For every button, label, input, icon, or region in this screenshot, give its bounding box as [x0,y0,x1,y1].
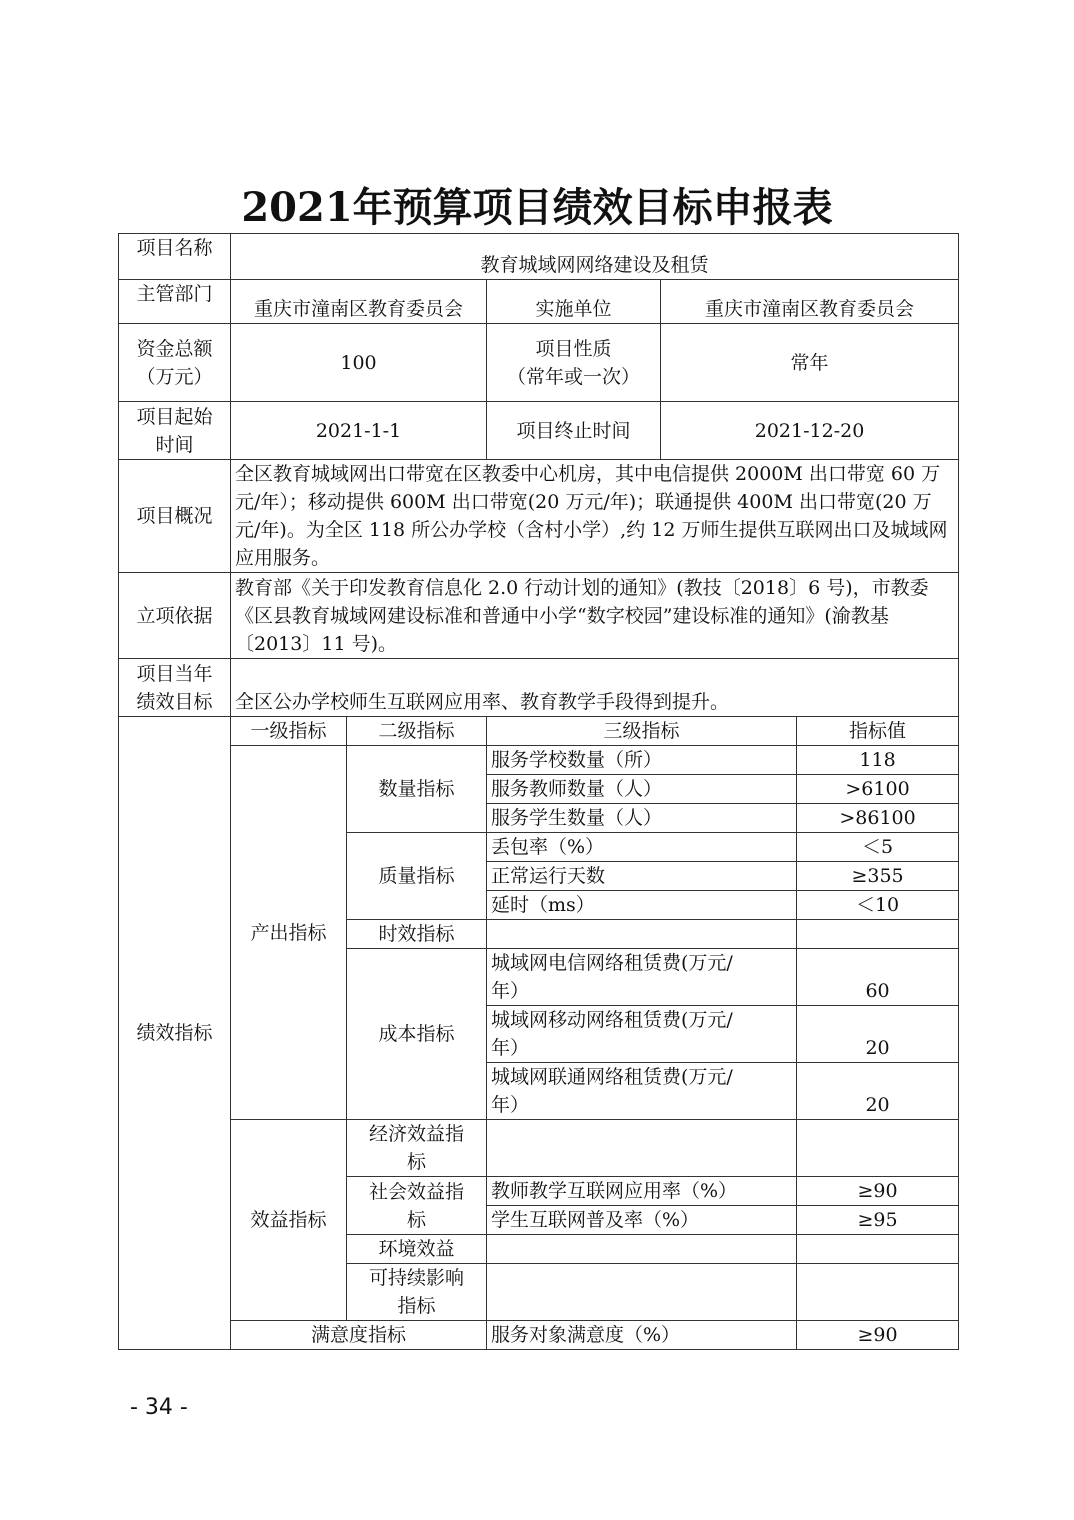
environment-indicator-label: 环境效益 [347,1235,487,1264]
start-label: 项目起始 时间 [119,402,231,460]
sustain-indicator-label: 可持续影响 指标 [347,1264,487,1321]
satisfaction-indicator-label: 满意度指标 [231,1321,487,1350]
timeliness-indicator-label: 时效指标 [347,920,487,949]
impl-value: 重庆市潼南区教育委员会 [661,280,959,324]
table-row [119,746,959,775]
sustain-item-value [797,1264,959,1321]
environment-item-value [797,1235,959,1264]
row-basis [119,573,959,659]
basis-value: 教育部《关于印发教育信息化 2.0 行动计划的通知》(教技〔2018〕6 号)，市教委《区县教育城域网建设标准和普通中小学“数字校园”建设标准的通知》(渝教基〔2013〕11 号)。 [231,573,959,659]
header-value: 指标值 [797,717,959,746]
funds-label: 资金总额 （万元） [119,324,231,402]
quantity-item-name: 服务教师数量（人） [487,775,797,804]
economic-indicator-label: 经济效益指 标 [347,1120,487,1177]
header-level1: 一级指标 [231,717,347,746]
row-funds [119,324,959,402]
quantity-item-value: 118 [797,746,959,775]
cost-item-value: 20 [797,1006,959,1063]
row-goal [119,659,959,717]
satisfaction-item-value: ≥90 [797,1321,959,1350]
quality-item-value: ≥355 [797,862,959,891]
quality-indicator-label: 质量指标 [347,833,487,920]
output-indicator-label: 产出指标 [231,746,347,1120]
economic-item-value [797,1120,959,1177]
cost-indicator-label: 成本指标 [347,949,487,1120]
page-number: - 34 - [130,1395,188,1420]
funds-value: 100 [231,324,487,402]
end-value: 2021-12-20 [661,402,959,460]
cost-item-name: 城域网联通网络租赁费(万元/ 年） [487,1063,797,1120]
row-project-name [119,234,959,280]
impl-label: 实施单位 [487,280,661,324]
start-value: 2021-1-1 [231,402,487,460]
indicators-section-label: 绩效指标 [119,717,231,1350]
project-name-label: 项目名称 [119,234,231,280]
cost-item-value: 20 [797,1063,959,1120]
row-dates [119,402,959,460]
nature-value: 常年 [661,324,959,402]
timeliness-item-name [487,920,797,949]
quality-item-name: 延时（ms） [487,891,797,920]
quality-item-name: 丢包率（%） [487,833,797,862]
goal-value: 全区公办学校师生互联网应用率、教育教学手段得到提升。 [231,659,959,717]
dept-label: 主管部门 [119,280,231,324]
nature-label: 项目性质 （常年或一次） [487,324,661,402]
overview-value: 全区教育城域网出口带宽在区教委中心机房，其中电信提供 2000M 出口带宽 60 万元/年）；移动提供 600M 出口带宽(20 万元/年)；联通提供 400M 出口带宽(20 万元/年)。为全区 118 所公办学校（含村小学）,约 12 万师生提供互联网出口及城域网应用服务。 [231,460,959,573]
project-name-value: 教育城域网网络建设及租赁 [231,234,959,280]
social-item-value: ≥90 [797,1177,959,1206]
quality-item-name: 正常运行天数 [487,862,797,891]
benefit-indicator-label: 效益指标 [231,1120,347,1321]
satisfaction-item-name: 服务对象满意度（%） [487,1321,797,1350]
dept-value: 重庆市潼南区教育委员会 [231,280,487,324]
basis-label: 立项依据 [119,573,231,659]
quantity-item-value: >86100 [797,804,959,833]
quality-item-value: ＜5 [797,833,959,862]
cost-item-value: 60 [797,949,959,1006]
quality-item-value: ＜10 [797,891,959,920]
goal-label: 项目当年 绩效目标 [119,659,231,717]
table-row [119,1120,959,1177]
sustain-item-name [487,1264,797,1321]
social-item-name: 学生互联网普及率（%） [487,1206,797,1235]
cost-item-name: 城域网移动网络租赁费(万元/ 年） [487,1006,797,1063]
quantity-item-name: 服务学校数量（所） [487,746,797,775]
cost-item-name: 城域网电信网络租赁费(万元/ 年） [487,949,797,1006]
row-department [119,280,959,324]
economic-item-name [487,1120,797,1177]
indicator-header-row [119,717,959,746]
social-item-value: ≥95 [797,1206,959,1235]
table-row [119,1321,959,1350]
page-title: 2021年预算项目绩效目标申报表 [241,184,833,231]
header-level3: 三级指标 [487,717,797,746]
budget-performance-table [118,233,959,1350]
quantity-item-name: 服务学生数量（人） [487,804,797,833]
environment-item-name [487,1235,797,1264]
timeliness-item-value [797,920,959,949]
overview-label: 项目概况 [119,460,231,573]
social-item-name: 教师教学互联网应用率（%） [487,1177,797,1206]
header-level2: 二级指标 [347,717,487,746]
row-overview [119,460,959,573]
end-label: 项目终止时间 [487,402,661,460]
quantity-indicator-label: 数量指标 [347,746,487,833]
social-indicator-label: 社会效益指 标 [347,1177,487,1235]
quantity-item-value: >6100 [797,775,959,804]
